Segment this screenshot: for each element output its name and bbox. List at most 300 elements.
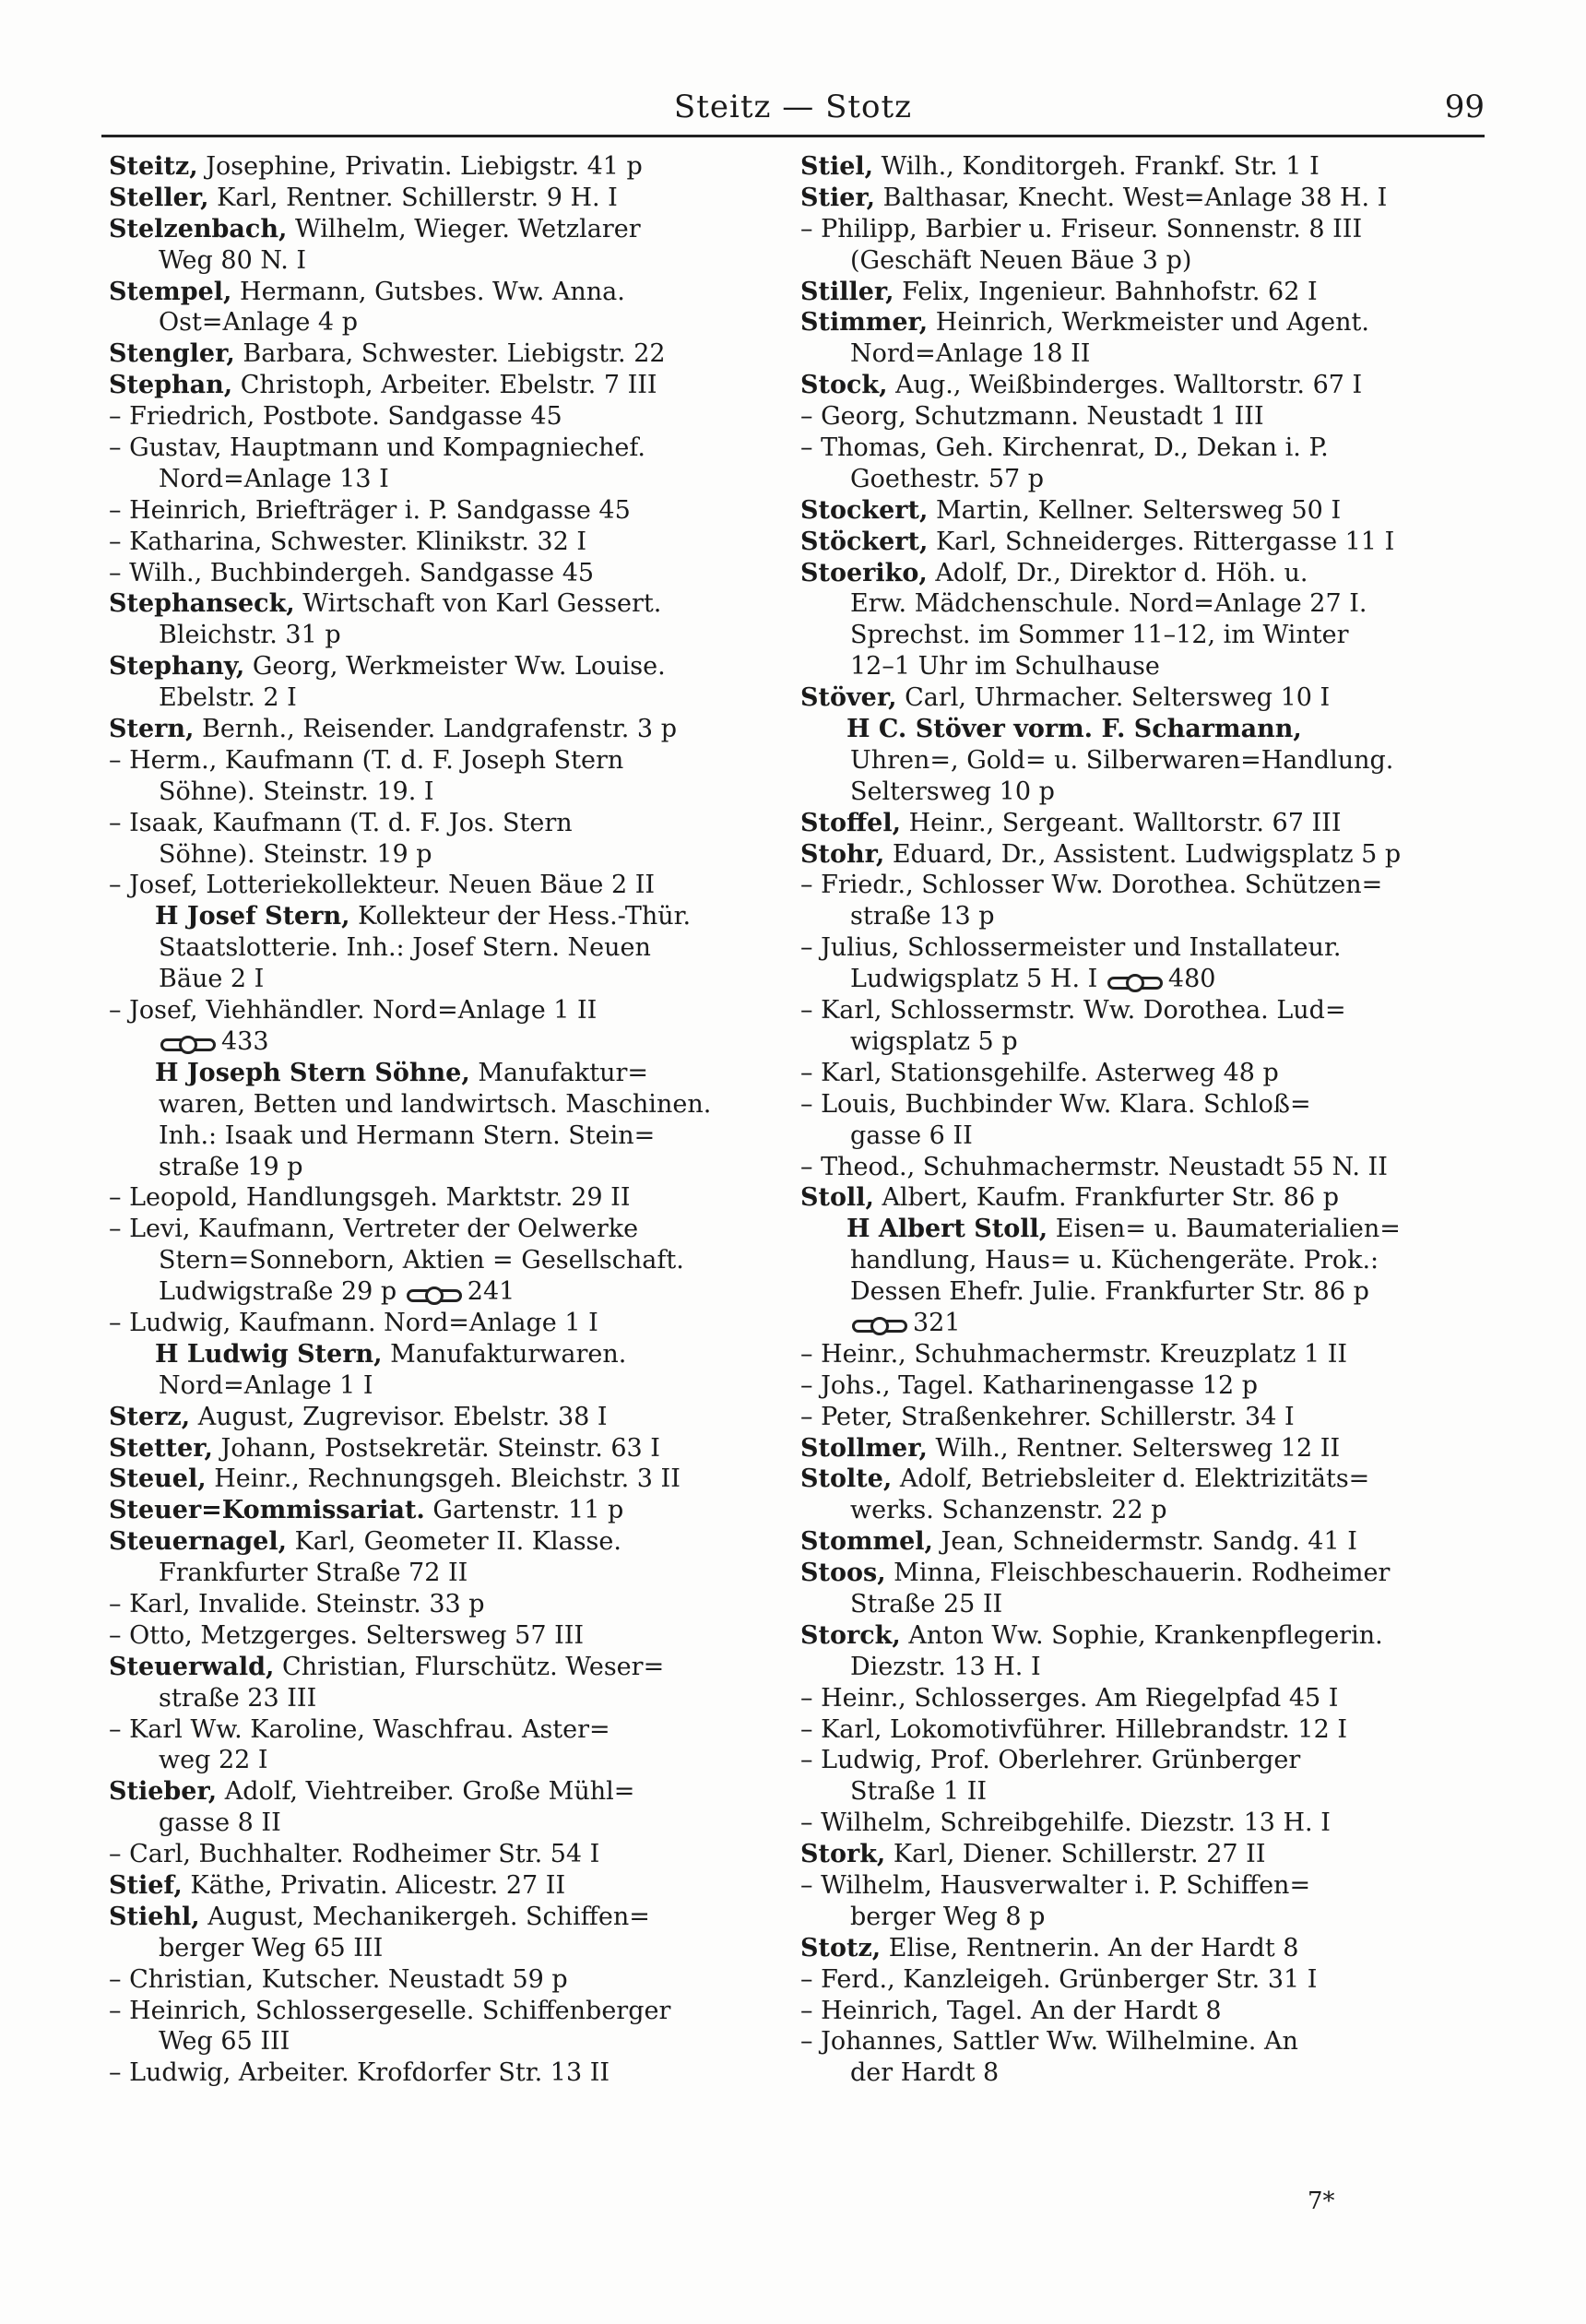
entry-text: Bleichstr. 31 p bbox=[159, 621, 341, 650]
header-rule bbox=[101, 135, 1485, 137]
directory-line bbox=[800, 995, 1494, 1026]
directory-line bbox=[800, 1996, 1494, 2027]
telephone-icon bbox=[1106, 971, 1159, 990]
entry-text: Straße 1 II bbox=[850, 1777, 988, 1807]
entry-name: Sterz, bbox=[109, 1402, 191, 1431]
directory-line bbox=[109, 1214, 802, 1245]
page-number: 99 bbox=[1444, 89, 1485, 125]
directory-line bbox=[800, 338, 1494, 370]
entry-text: Elise, Rentnerin. An der Hardt 8 bbox=[881, 1933, 1299, 1962]
directory-line bbox=[109, 2026, 802, 2057]
directory-line bbox=[800, 651, 1494, 682]
entry-name: Stimmer, bbox=[800, 308, 929, 338]
directory-line bbox=[109, 1839, 802, 1870]
entry-text: Eduard, Dr., Assistent. Ludwigsplatz 5 p bbox=[884, 839, 1402, 869]
entry-name: Stoeriko, bbox=[800, 558, 928, 587]
directory-line bbox=[109, 1339, 802, 1370]
entry-text: Diezstr. 13 H. I bbox=[850, 1652, 1041, 1681]
entry-text: Jean, Schneidermstr. Sandg. 41 I bbox=[932, 1527, 1357, 1557]
entry-text: – Isaak, Kaufmann (T. d. F. Jos. Stern bbox=[109, 808, 573, 837]
page-header bbox=[101, 89, 1485, 135]
entry-name: Stephan, bbox=[109, 371, 233, 400]
entry-text: Ebelstr. 2 I bbox=[159, 683, 297, 713]
entry-text: Ludwigstraße 29 p bbox=[159, 1277, 397, 1307]
entry-text: – Wilhelm, Hausverwalter i. P. Schiffen= bbox=[800, 1870, 1311, 1900]
directory-line bbox=[800, 1495, 1494, 1526]
entry-text: – Josef, Lotteriekollekteur. Neuen Bäue 2 II bbox=[109, 871, 656, 900]
entry-text: – Philipp, Barbier u. Friseur. Sonnenstr. 8 III bbox=[800, 214, 1363, 243]
directory-line bbox=[109, 714, 802, 745]
telephone-icon bbox=[850, 1314, 904, 1333]
entry-text: Christian, Flurschütz. Weser= bbox=[274, 1652, 665, 1681]
entry-text: gasse 6 II bbox=[850, 1120, 973, 1150]
entry-name: Stengler, bbox=[109, 339, 235, 369]
directory-line bbox=[109, 1902, 802, 1933]
directory-line bbox=[800, 1745, 1494, 1776]
directory-line bbox=[109, 839, 802, 871]
entry-text: Georg, Werkmeister Ww. Louise. bbox=[244, 652, 666, 682]
directory-line bbox=[109, 1464, 802, 1495]
directory-line bbox=[109, 1714, 802, 1746]
entry-name: Steuel, bbox=[109, 1464, 207, 1494]
entry-text: Seltersweg 10 p bbox=[850, 777, 1055, 806]
entry-name: Stollmer, bbox=[800, 1433, 928, 1463]
directory-line bbox=[800, 745, 1494, 777]
entry-text: Nord=Anlage 13 I bbox=[159, 464, 389, 493]
entry-text: Ost=Anlage 4 p bbox=[159, 308, 358, 338]
entry-text: Heinr., Sergeant. Walltorstr. 67 III bbox=[900, 808, 1342, 837]
directory-line bbox=[800, 1089, 1494, 1120]
entry-name: Stöver, bbox=[800, 683, 897, 713]
entry-text: Albert, Kaufm. Frankfurter Str. 86 p bbox=[873, 1183, 1339, 1213]
directory-line bbox=[800, 370, 1494, 401]
entry-text: Söhne). Steinstr. 19. I bbox=[159, 777, 434, 806]
directory-line bbox=[109, 1776, 802, 1808]
directory-line bbox=[800, 1776, 1494, 1808]
directory-line bbox=[800, 1870, 1494, 1902]
entry-name: Stier, bbox=[800, 183, 876, 212]
telephone-number: 241 bbox=[467, 1277, 515, 1307]
entry-text: – Wilh., Buchbindergeh. Sandgasse 45 bbox=[109, 558, 595, 587]
entry-text: straße 13 p bbox=[850, 902, 995, 931]
entry-text: Minna, Fleischbeschauerin. Rodheimer bbox=[885, 1559, 1391, 1588]
directory-line bbox=[109, 1589, 802, 1620]
entry-text: – Heinrich, Tagel. An der Hardt 8 bbox=[800, 1996, 1222, 2025]
entry-text: August, Mechanikergeh. Schiffen= bbox=[199, 1902, 650, 1931]
entry-text: Stern=Sonneborn, Aktien = Gesellschaft. bbox=[159, 1246, 684, 1275]
entry-text: Ludwigsplatz 5 H. I bbox=[850, 965, 1098, 994]
entry-text: – Herm., Kaufmann (T. d. F. Joseph Stern bbox=[109, 745, 624, 775]
directory-line bbox=[109, 1808, 802, 1839]
entry-text: Bernh., Reisender. Landgrafenstr. 3 p bbox=[194, 715, 677, 744]
directory-line bbox=[109, 1558, 802, 1589]
directory-line bbox=[800, 932, 1494, 964]
directory-line bbox=[800, 901, 1494, 932]
directory-line bbox=[109, 433, 802, 464]
directory-line bbox=[800, 964, 1494, 995]
entry-name: Stork, bbox=[800, 1840, 886, 1869]
entry-text: Karl, Geometer II. Klasse. bbox=[287, 1527, 621, 1557]
directory-line bbox=[109, 1152, 802, 1183]
entry-text: – Johannes, Sattler Ww. Wilhelmine. An bbox=[800, 2027, 1298, 2057]
entry-text: Anton Ww. Sophie, Krankenpflegerin. bbox=[900, 1620, 1383, 1650]
directory-line bbox=[800, 1182, 1494, 1214]
entry-text: – Karl, Invalide. Steinstr. 33 p bbox=[109, 1589, 485, 1618]
entry-text: – Heinr., Schuhmachermstr. Kreuzplatz 1 II bbox=[800, 1339, 1348, 1369]
directory-line bbox=[800, 1370, 1494, 1402]
entry-text: Karl, Schneiderges. Rittergasse 11 I bbox=[928, 527, 1395, 556]
directory-line bbox=[800, 1308, 1494, 1339]
entry-text: waren, Betten und landwirtsch. Maschinen. bbox=[159, 1089, 712, 1119]
entry-text: Adolf, Dr., Direktor d. Höh. u. bbox=[927, 558, 1308, 587]
directory-line bbox=[109, 1933, 802, 1964]
entry-text: straße 19 p bbox=[159, 1152, 303, 1181]
directory-line bbox=[109, 1308, 802, 1339]
telephone-icon bbox=[159, 1033, 212, 1051]
entry-text: wigsplatz 5 p bbox=[850, 1026, 1018, 1056]
entry-text: Wilhelm, Wieger. Wetzlarer bbox=[287, 214, 641, 243]
entry-text: Carl, Uhrmacher. Seltersweg 10 I bbox=[896, 683, 1331, 713]
entry-text: – Christian, Kutscher. Neustadt 59 p bbox=[109, 1964, 568, 1994]
directory-line bbox=[800, 1464, 1494, 1495]
entry-name: Stiehl, bbox=[109, 1902, 200, 1931]
directory-line bbox=[109, 1089, 802, 1120]
directory-line bbox=[800, 558, 1494, 589]
entry-text: Karl, Diener. Schillerstr. 27 II bbox=[885, 1840, 1266, 1869]
entry-text: – Karl Ww. Karoline, Waschfrau. Aster= bbox=[109, 1714, 610, 1744]
directory-line bbox=[800, 464, 1494, 495]
directory-line bbox=[800, 1526, 1494, 1558]
entry-text: Karl, Rentner. Schillerstr. 9 H. I bbox=[208, 183, 618, 212]
entry-text: – Heinrich, Schlossergeselle. Schiffenberger bbox=[109, 1996, 671, 2025]
directory-line bbox=[109, 558, 802, 589]
directory-line bbox=[109, 214, 802, 245]
directory-line bbox=[800, 1402, 1494, 1433]
entry-name: Steuernagel, bbox=[109, 1527, 288, 1557]
directory-line bbox=[109, 464, 802, 495]
entry-name: Stephanseck, bbox=[109, 589, 295, 619]
directory-line bbox=[109, 277, 802, 308]
entry-text: Staatslotterie. Inh.: Josef Stern. Neuen bbox=[159, 933, 651, 963]
entry-text: Inh.: Isaak und Hermann Stern. Stein= bbox=[159, 1120, 656, 1150]
entry-text: Hermann, Gutsbes. Ww. Anna. bbox=[231, 277, 625, 306]
entry-text: Barbara, Schwester. Liebigstr. 22 bbox=[234, 339, 666, 369]
entry-name: H Joseph Stern Söhne, bbox=[155, 1058, 470, 1087]
entry-text: – Thomas, Geh. Kirchenrat, D., Dekan i. P. bbox=[800, 433, 1329, 463]
directory-line bbox=[800, 1058, 1494, 1089]
entry-text: Wilh., Konditorgeh. Frankf. Str. 1 I bbox=[873, 152, 1320, 181]
entry-text: – Georg, Schutzmann. Neustadt 1 III bbox=[800, 402, 1264, 432]
directory-line bbox=[109, 1058, 802, 1089]
directory-line bbox=[109, 1495, 802, 1526]
directory-line bbox=[109, 870, 802, 901]
directory-line bbox=[109, 1182, 802, 1214]
entry-text: Gartenstr. 11 p bbox=[424, 1496, 624, 1525]
directory-line bbox=[800, 777, 1494, 808]
directory-line bbox=[109, 1652, 802, 1683]
entry-text: straße 23 III bbox=[159, 1683, 317, 1713]
directory-line bbox=[800, 1152, 1494, 1183]
directory-line bbox=[800, 307, 1494, 338]
directory-line bbox=[800, 495, 1494, 527]
directory-line bbox=[800, 1683, 1494, 1714]
directory-line bbox=[109, 307, 802, 338]
directory-line bbox=[109, 527, 802, 558]
entry-name: Stoll, bbox=[800, 1183, 874, 1213]
entry-text: Martin, Kellner. Seltersweg 50 I bbox=[928, 495, 1342, 525]
entry-text: Josephine, Privatin. Liebigstr. 41 p bbox=[197, 152, 643, 181]
directory-line bbox=[109, 682, 802, 714]
entry-text: Weg 65 III bbox=[159, 2027, 290, 2057]
entry-text: Christoph, Arbeiter. Ebelstr. 7 III bbox=[232, 371, 657, 400]
directory-line bbox=[109, 401, 802, 433]
entry-text: Erw. Mädchenschule. Nord=Anlage 27 I. bbox=[850, 589, 1367, 619]
entry-text: gasse 8 II bbox=[159, 1808, 281, 1838]
entry-text: Kollekteur der Hess.-Thür. bbox=[349, 902, 692, 931]
directory-line bbox=[109, 183, 802, 214]
right-column bbox=[800, 151, 1494, 2089]
directory-line bbox=[800, 1245, 1494, 1276]
directory-line bbox=[800, 245, 1494, 277]
entry-text: Heinr., Rechnungsgeh. Bleichstr. 3 II bbox=[206, 1464, 681, 1494]
directory-line bbox=[800, 1902, 1494, 1933]
entry-text: – Ferd., Kanzleigeh. Grünberger Str. 31 I bbox=[800, 1964, 1318, 1994]
entry-text: Nord=Anlage 18 II bbox=[850, 339, 1091, 369]
entry-text: weg 22 I bbox=[159, 1746, 268, 1775]
entry-text: Aug., Weißbinderges. Walltorstr. 67 I bbox=[887, 371, 1363, 400]
entry-text: Manufakturwaren. bbox=[382, 1339, 627, 1369]
directory-line bbox=[800, 1808, 1494, 1839]
directory-line bbox=[800, 1558, 1494, 1589]
entry-text: Bäue 2 I bbox=[159, 965, 265, 994]
entry-text: Sprechst. im Sommer 11–12, im Winter bbox=[850, 621, 1349, 650]
entry-text: – Johs., Tagel. Katharinengasse 12 p bbox=[800, 1370, 1259, 1400]
directory-line bbox=[800, 1026, 1494, 1058]
directory-line bbox=[109, 370, 802, 401]
entry-name: H Albert Stoll, bbox=[846, 1215, 1048, 1244]
directory-line bbox=[109, 1402, 802, 1433]
directory-line bbox=[109, 1276, 802, 1308]
entry-text: – Wilhelm, Schreibgehilfe. Diezstr. 13 H. I bbox=[800, 1808, 1331, 1838]
entry-text: Uhren=, Gold= u. Silberwaren=Handlung. bbox=[850, 745, 1394, 775]
entry-name: Storck, bbox=[800, 1620, 901, 1650]
directory-line bbox=[800, 870, 1494, 901]
directory-line bbox=[800, 1652, 1494, 1683]
directory-line bbox=[800, 2026, 1494, 2057]
directory-line bbox=[800, 620, 1494, 651]
directory-line bbox=[109, 651, 802, 682]
directory-line bbox=[109, 1964, 802, 1996]
entry-name: H Ludwig Stern, bbox=[155, 1339, 383, 1369]
directory-line bbox=[800, 1964, 1494, 1996]
entry-text: – Peter, Straßenkehrer. Schillerstr. 34 I bbox=[800, 1402, 1295, 1431]
telephone-number: 480 bbox=[1167, 965, 1216, 994]
directory-line bbox=[109, 1370, 802, 1402]
directory-line bbox=[109, 338, 802, 370]
directory-line bbox=[800, 1433, 1494, 1464]
entry-text: Heinrich, Werkmeister und Agent. bbox=[928, 308, 1369, 338]
entry-text: 433 bbox=[221, 1026, 269, 1056]
entry-text: – Karl, Schlossermstr. Ww. Dorothea. Lud= bbox=[800, 996, 1346, 1026]
entry-name: Steuer=Kommissariat. bbox=[109, 1496, 425, 1525]
directory-line bbox=[800, 2057, 1494, 2089]
entry-name: Stern, bbox=[109, 715, 195, 744]
entry-text: Adolf, Viehtreiber. Große Mühl= bbox=[217, 1777, 635, 1807]
directory-line bbox=[109, 495, 802, 527]
signature-mark: 7* bbox=[1308, 2188, 1335, 2215]
directory-line bbox=[109, 1026, 802, 1058]
entry-text: Käthe, Privatin. Alicestr. 27 II bbox=[182, 1870, 566, 1900]
directory-line bbox=[800, 401, 1494, 433]
directory-line bbox=[109, 777, 802, 808]
entry-text: August, Zugrevisor. Ebelstr. 38 I bbox=[190, 1402, 608, 1431]
entry-text: der Hardt 8 bbox=[850, 2058, 1000, 2088]
directory-line bbox=[109, 1433, 802, 1464]
entry-text: – Josef, Viehhändler. Nord=Anlage 1 II bbox=[109, 996, 598, 1026]
entry-text: Felix, Ingenieur. Bahnhofstr. 62 I bbox=[894, 277, 1318, 306]
entry-name: Stotz, bbox=[800, 1933, 882, 1962]
entry-text: Söhne). Steinstr. 19 p bbox=[159, 839, 432, 869]
entry-name: Stommel, bbox=[800, 1527, 933, 1557]
entry-name: H C. Stöver vorm. F. Scharmann, bbox=[846, 715, 1302, 744]
entry-text: Weg 80 N. I bbox=[159, 245, 307, 275]
directory-line bbox=[109, 1745, 802, 1776]
entry-text: 321 bbox=[913, 1308, 961, 1337]
directory-line bbox=[800, 1214, 1494, 1245]
directory-line bbox=[109, 932, 802, 964]
directory-line bbox=[109, 588, 802, 620]
entry-text: werks. Schanzenstr. 22 p bbox=[850, 1496, 1167, 1525]
entry-text: (Geschäft Neuen Bäue 3 p) bbox=[850, 245, 1192, 275]
entry-name: Stohr, bbox=[800, 839, 885, 869]
entry-text: – Karl, Stationsgehilfe. Asterweg 48 p bbox=[800, 1058, 1279, 1087]
entry-text: Eisen= u. Baumaterialien= bbox=[1047, 1215, 1401, 1244]
entry-name: Stoos, bbox=[800, 1559, 886, 1588]
entry-name: H Josef Stern, bbox=[155, 902, 350, 931]
entry-text: – Heinr., Schlosserges. Am Riegelpfad 45 I bbox=[800, 1683, 1339, 1713]
entry-text: Johann, Postsekretär. Steinstr. 63 I bbox=[212, 1433, 660, 1463]
entry-text: handlung, Haus= u. Küchengeräte. Prok.: bbox=[850, 1246, 1379, 1275]
entry-name: Stock, bbox=[800, 371, 888, 400]
directory-line bbox=[800, 151, 1494, 183]
entry-name: Stoffel, bbox=[800, 808, 901, 837]
directory-line bbox=[109, 1870, 802, 1902]
entry-name: Stieber, bbox=[109, 1777, 218, 1807]
entry-name: Stelzenbach, bbox=[109, 214, 288, 243]
directory-line bbox=[800, 1276, 1494, 1308]
entry-text: – Ludwig, Prof. Oberlehrer. Grünberger bbox=[800, 1746, 1301, 1775]
entry-text: 12–1 Uhr im Schulhause bbox=[850, 652, 1160, 682]
entry-name: Stetter, bbox=[109, 1433, 213, 1463]
entry-text: Balthasar, Knecht. West=Anlage 38 H. I bbox=[875, 183, 1388, 212]
entry-text: – Friedr., Schlosser Ww. Dorothea. Schützen= bbox=[800, 871, 1383, 900]
directory-line bbox=[800, 183, 1494, 214]
entry-text: Dessen Ehefr. Julie. Frankfurter Str. 86 p bbox=[850, 1277, 1369, 1307]
entry-name: Stiel, bbox=[800, 152, 874, 181]
directory-line bbox=[109, 1620, 802, 1652]
entry-text: Nord=Anlage 1 I bbox=[159, 1370, 373, 1400]
entry-text: – Julius, Schlossermeister und Installateur. bbox=[800, 933, 1342, 963]
directory-line bbox=[800, 1620, 1494, 1652]
directory-line bbox=[109, 2057, 802, 2089]
entry-text: – Carl, Buchhalter. Rodheimer Str. 54 I bbox=[109, 1840, 600, 1869]
entry-text: berger Weg 65 III bbox=[159, 1933, 384, 1962]
directory-line bbox=[109, 745, 802, 777]
directory-line bbox=[800, 433, 1494, 464]
entry-text: – Katharina, Schwester. Klinikstr. 32 I bbox=[109, 527, 587, 556]
running-head: Steitz — Stotz bbox=[673, 89, 913, 125]
entry-text: Adolf, Betriebsleiter d. Elektrizitäts= bbox=[892, 1464, 1370, 1494]
entry-text: – Friedrich, Postbote. Sandgasse 45 bbox=[109, 402, 562, 432]
directory-line bbox=[800, 1589, 1494, 1620]
entry-text: Frankfurter Straße 72 II bbox=[159, 1559, 468, 1588]
entry-text: – Karl, Lokomotivführer. Hillebrandstr. 12 I bbox=[800, 1714, 1348, 1744]
directory-line bbox=[800, 214, 1494, 245]
directory-line bbox=[800, 277, 1494, 308]
directory-line bbox=[109, 1245, 802, 1276]
entry-text: – Louis, Buchbinder Ww. Klara. Schloß= bbox=[800, 1089, 1311, 1119]
entry-text: Goethestr. 57 p bbox=[850, 464, 1045, 493]
entry-text: – Ludwig, Kaufmann. Nord=Anlage 1 I bbox=[109, 1308, 598, 1337]
entry-text: Wirtschaft von Karl Gessert. bbox=[294, 589, 662, 619]
entry-name: Stockert, bbox=[800, 495, 929, 525]
entry-name: Steitz, bbox=[109, 152, 198, 181]
entry-name: Steuerwald, bbox=[109, 1652, 275, 1681]
directory-line bbox=[800, 1714, 1494, 1746]
entry-name: Stöckert, bbox=[800, 527, 929, 556]
entry-name: Stiller, bbox=[800, 277, 894, 306]
entry-name: Stief, bbox=[109, 1870, 183, 1900]
entry-text: – Ludwig, Arbeiter. Krofdorfer Str. 13 II bbox=[109, 2058, 610, 2088]
entry-text: berger Weg 8 p bbox=[850, 1902, 1046, 1931]
entry-text: – Gustav, Hauptmann und Kompagniechef. bbox=[109, 433, 646, 463]
directory-line bbox=[109, 1683, 802, 1714]
directory-line bbox=[800, 1933, 1494, 1964]
entry-text: – Theod., Schuhmachermstr. Neustadt 55 N. II bbox=[800, 1152, 1388, 1181]
directory-line bbox=[109, 901, 802, 932]
directory-line bbox=[109, 964, 802, 995]
entry-text: Straße 25 II bbox=[850, 1589, 1003, 1618]
telephone-icon bbox=[405, 1284, 458, 1302]
directory-line bbox=[800, 808, 1494, 839]
directory-line bbox=[800, 1120, 1494, 1152]
directory-line bbox=[800, 714, 1494, 745]
left-column bbox=[109, 151, 802, 2089]
directory-line bbox=[109, 995, 802, 1026]
entry-text: – Heinrich, Briefträger i. P. Sandgasse 45 bbox=[109, 495, 631, 525]
directory-line bbox=[109, 245, 802, 277]
directory-line bbox=[800, 1839, 1494, 1870]
entry-name: Stempel, bbox=[109, 277, 232, 306]
entry-text: Wilh., Rentner. Seltersweg 12 II bbox=[927, 1433, 1341, 1463]
entry-name: Stephany, bbox=[109, 652, 245, 682]
directory-line bbox=[109, 620, 802, 651]
directory-line bbox=[800, 1339, 1494, 1370]
directory-line bbox=[109, 1526, 802, 1558]
directory-line bbox=[800, 839, 1494, 871]
directory-line bbox=[109, 1120, 802, 1152]
directory-line bbox=[800, 682, 1494, 714]
entry-text: – Otto, Metzgerges. Seltersweg 57 III bbox=[109, 1620, 585, 1650]
directory-line bbox=[800, 527, 1494, 558]
entry-name: Stolte, bbox=[800, 1464, 893, 1494]
entry-text: – Leopold, Handlungsgeh. Marktstr. 29 II bbox=[109, 1183, 631, 1213]
entry-text: Manufaktur= bbox=[469, 1058, 649, 1087]
directory-line bbox=[109, 151, 802, 183]
directory-line bbox=[800, 588, 1494, 620]
entry-text: – Levi, Kaufmann, Vertreter der Oelwerke bbox=[109, 1215, 639, 1244]
directory-line bbox=[109, 1996, 802, 2027]
